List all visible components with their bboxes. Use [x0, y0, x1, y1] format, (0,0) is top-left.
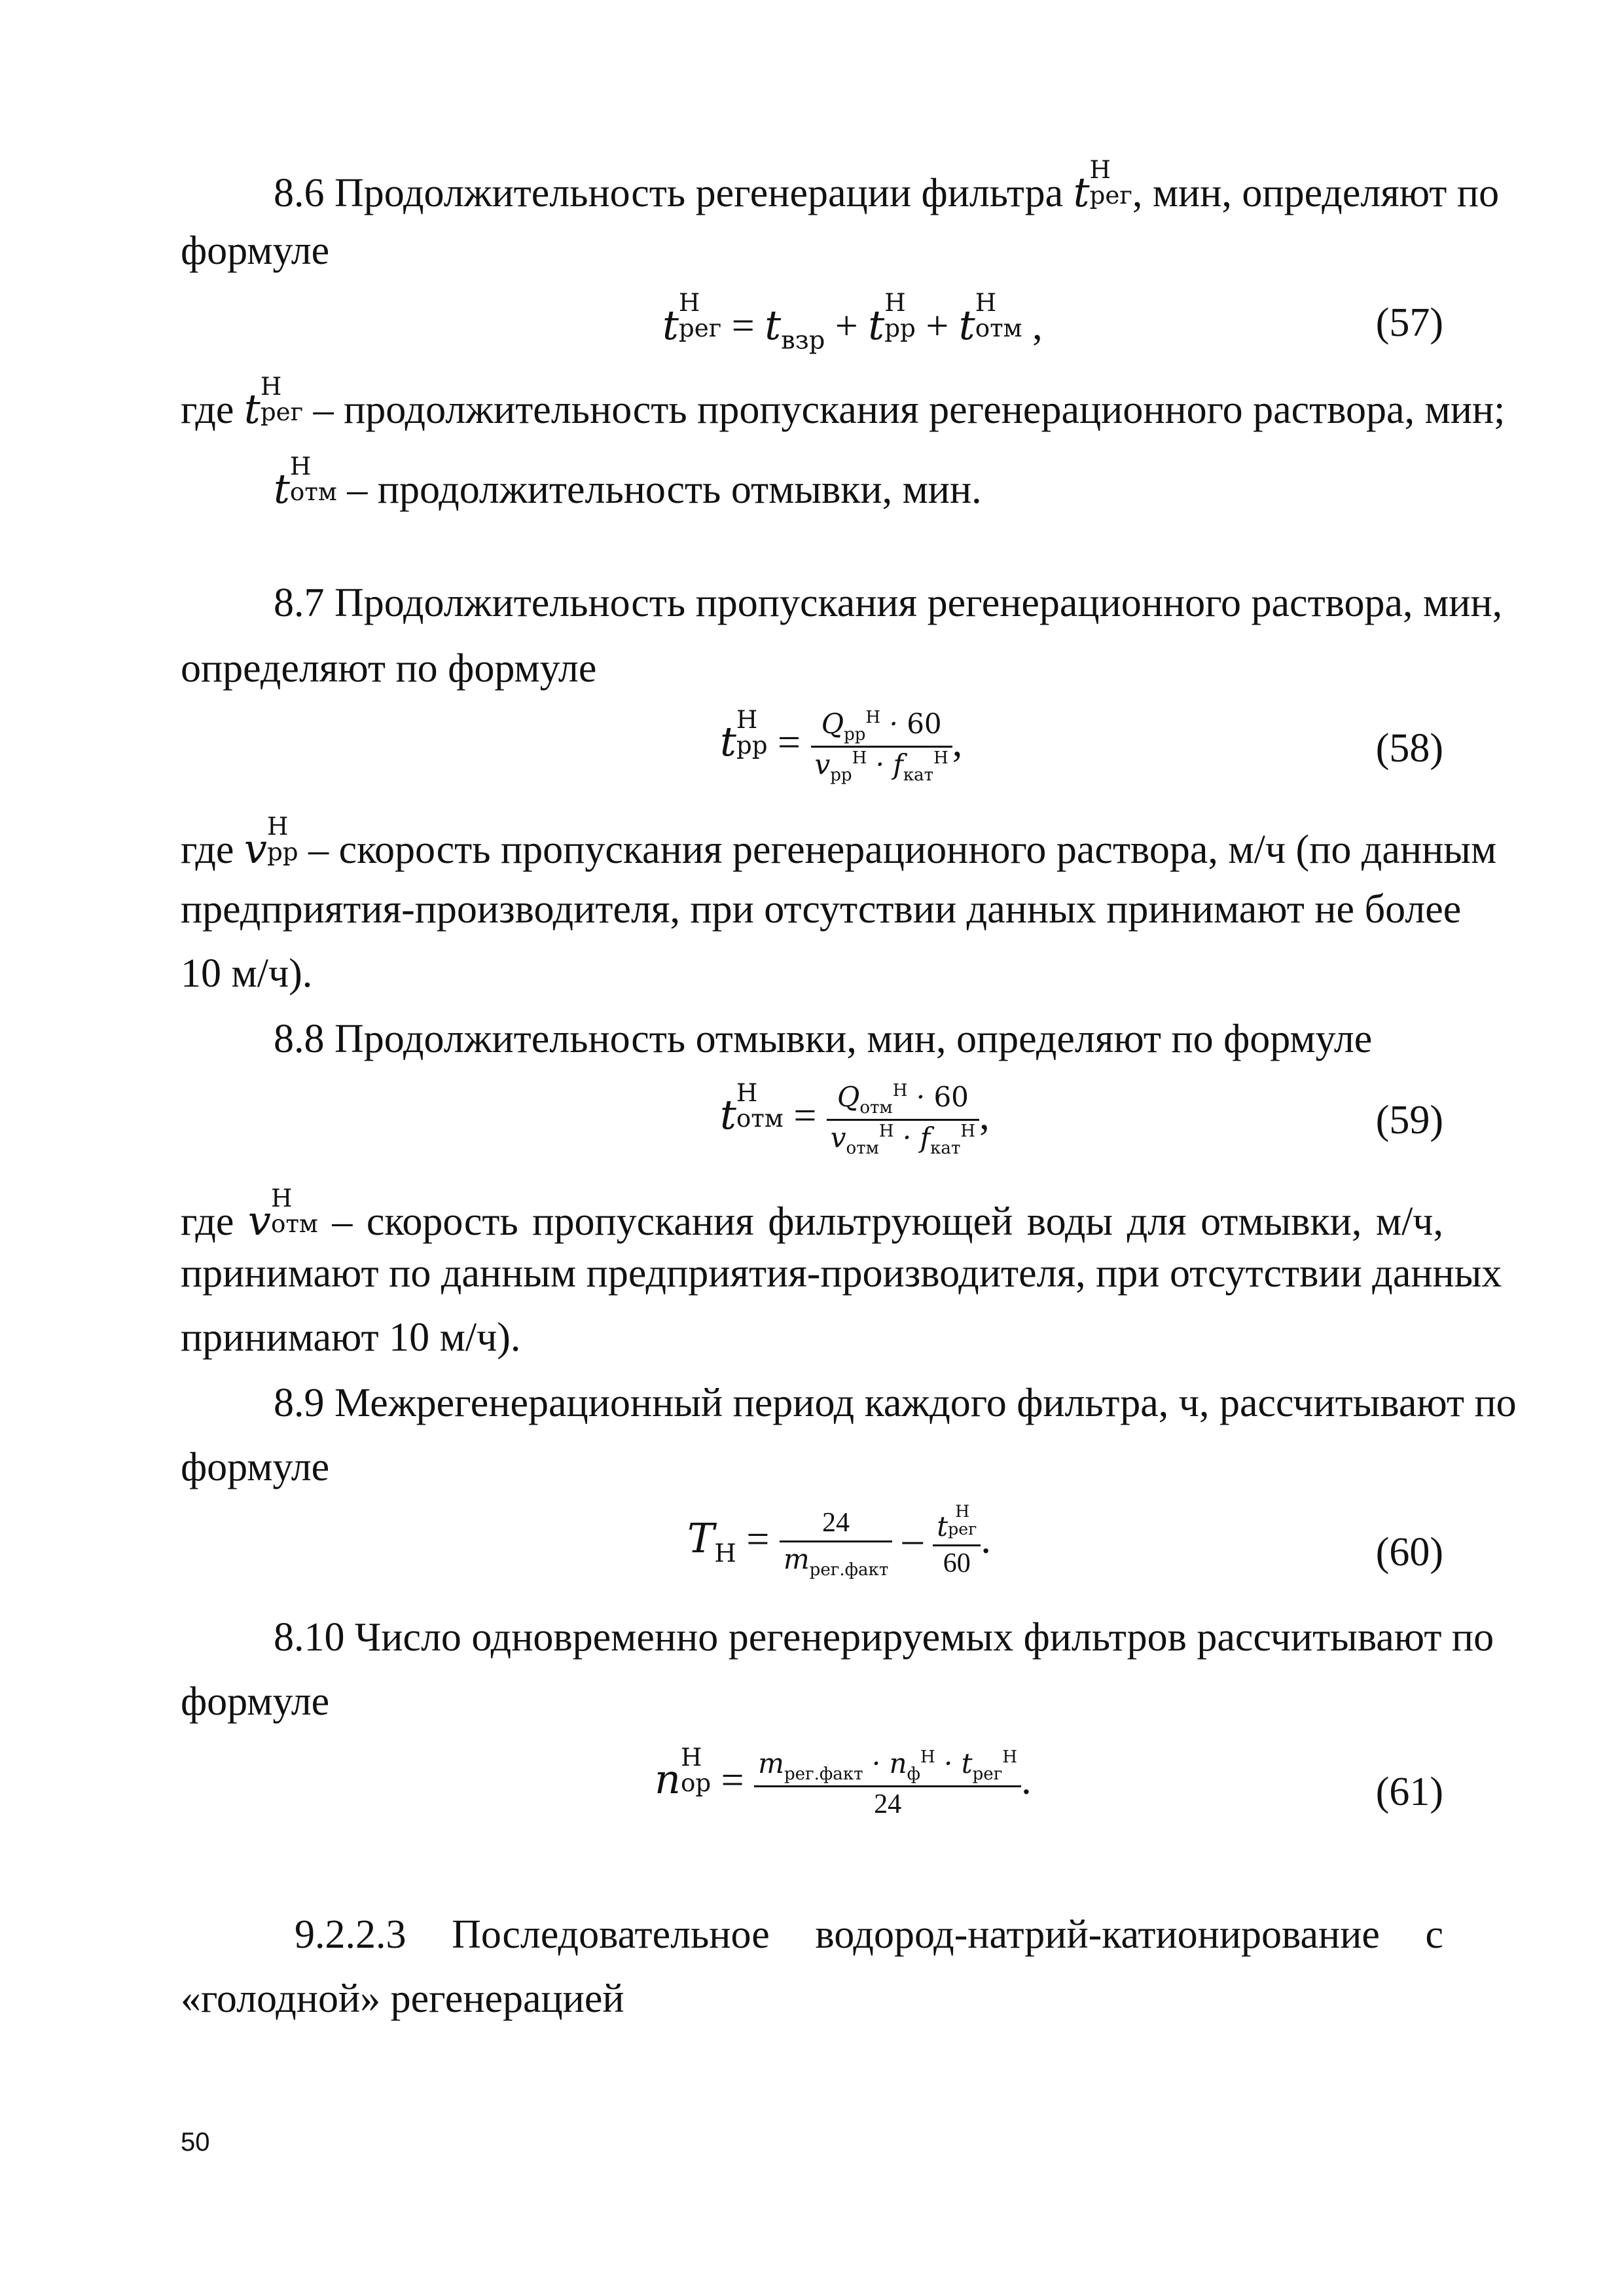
paragraph-8-7-where-line: где v Н рр – скорость пропускания регенерационного раствора, м/ч (по данным: [181, 812, 1497, 873]
equation-61: n Н ор = $\frac{m_{рег.факт} \cdot n_ф^Н \cdot t_{рег}^Н}{24}$ .: [655, 1742, 1032, 1819]
where-line-1: где t Н рег – продолжительность пропускания регенерационного раствора, мин;: [181, 372, 1506, 433]
paragraph-8-7-line-2: определяют по формуле: [181, 646, 597, 691]
paragraph-8-9-line-2: формуле: [181, 1445, 330, 1489]
paragraph-8-7-line-4: предприятия-производителя, при отсутствии данных принимают не более: [181, 887, 1462, 932]
paragraph-8-9-line-1: 8.9 Межрегенерационный период каждого фильтра, ч, рассчитывают по: [274, 1381, 1517, 1425]
paragraph-8-10-line-1: 8.10 Число одновременно регенерируемых фильтров рассчитывают по: [274, 1615, 1494, 1660]
page-number: 50: [181, 2128, 210, 2157]
paragraph-8-6-line-1: [274, 155, 1500, 217]
section-9-2-2-3-line-1: 9.2.2.3 Последовательное водород-натрий-катионирование с: [295, 1912, 1443, 1957]
equation-58: t Н рр = $\frac{Q_{рр}^Н \cdot 60}{v_{рр}^Н \cdot f_{кат}^Н}$ ,: [720, 704, 963, 785]
equation-60: $T_H$ = $\frac{24}{m_{рег.факт}}$ – t Н рег 60 .: [687, 1502, 991, 1580]
equation-57-number: (57): [1375, 301, 1443, 345]
text: , мин, определяют по: [1132, 171, 1500, 216]
section-9-2-2-3-line-2: «голодной» регенерацией: [181, 1977, 624, 2021]
paragraph-8-8-line-3: принимают по данным предприятия-производителя, при отсутствии данных: [181, 1251, 1502, 1296]
equation-59-number: (59): [1375, 1098, 1443, 1142]
paragraph-8-6-line-2: формуле: [181, 228, 330, 273]
text: – скорость пропускания фильтрующей воды для отмывки, м/ч,: [332, 1199, 1443, 1245]
equation-61-number: (61): [1375, 1770, 1443, 1814]
text: 8.6 Продолжительность регенерации фильтра: [274, 171, 1064, 216]
paragraph-8-10-line-2: формуле: [181, 1679, 330, 1724]
text: – скорость пропускания регенерационного раствора, м/ч (по данным: [308, 828, 1497, 873]
paragraph-8-8-line-1: 8.8 Продолжительность отмывки, мин, определяют по формуле: [274, 1017, 1373, 1061]
text: – продолжительность пропускания регенерационного раствора, мин;: [313, 388, 1506, 433]
paragraph-8-8-where-line: где v Н отм – скорость пропускания фильтрующей воды для отмывки, м/ч,: [181, 1184, 1443, 1245]
equation-57: t Н рег = $t_{взр} + t$ Н рр + t Н отм ,: [662, 288, 1043, 355]
equation-59: t Н отм = $\frac{Q_{отм}^Н \cdot 60}{v_{отм}^Н \cdot f_{кат}^Н}$ ,: [720, 1078, 990, 1158]
equation-58-number: (58): [1375, 726, 1443, 771]
equation-60-number: (60): [1375, 1530, 1443, 1575]
symbol-t-reg: t Н рег: [1073, 155, 1132, 217]
where-line-2: t Н отм – продолжительность отмывки, мин.: [274, 452, 982, 513]
text: – продолжительность отмывки, мин.: [347, 467, 982, 513]
paragraph-8-7-line-1: 8.7 Продолжительность пропускания регенерационного раствора, мин,: [274, 581, 1503, 625]
paragraph-8-7-line-5: 10 м/ч).: [181, 951, 313, 996]
paragraph-8-8-line-4: принимают 10 м/ч).: [181, 1315, 521, 1360]
